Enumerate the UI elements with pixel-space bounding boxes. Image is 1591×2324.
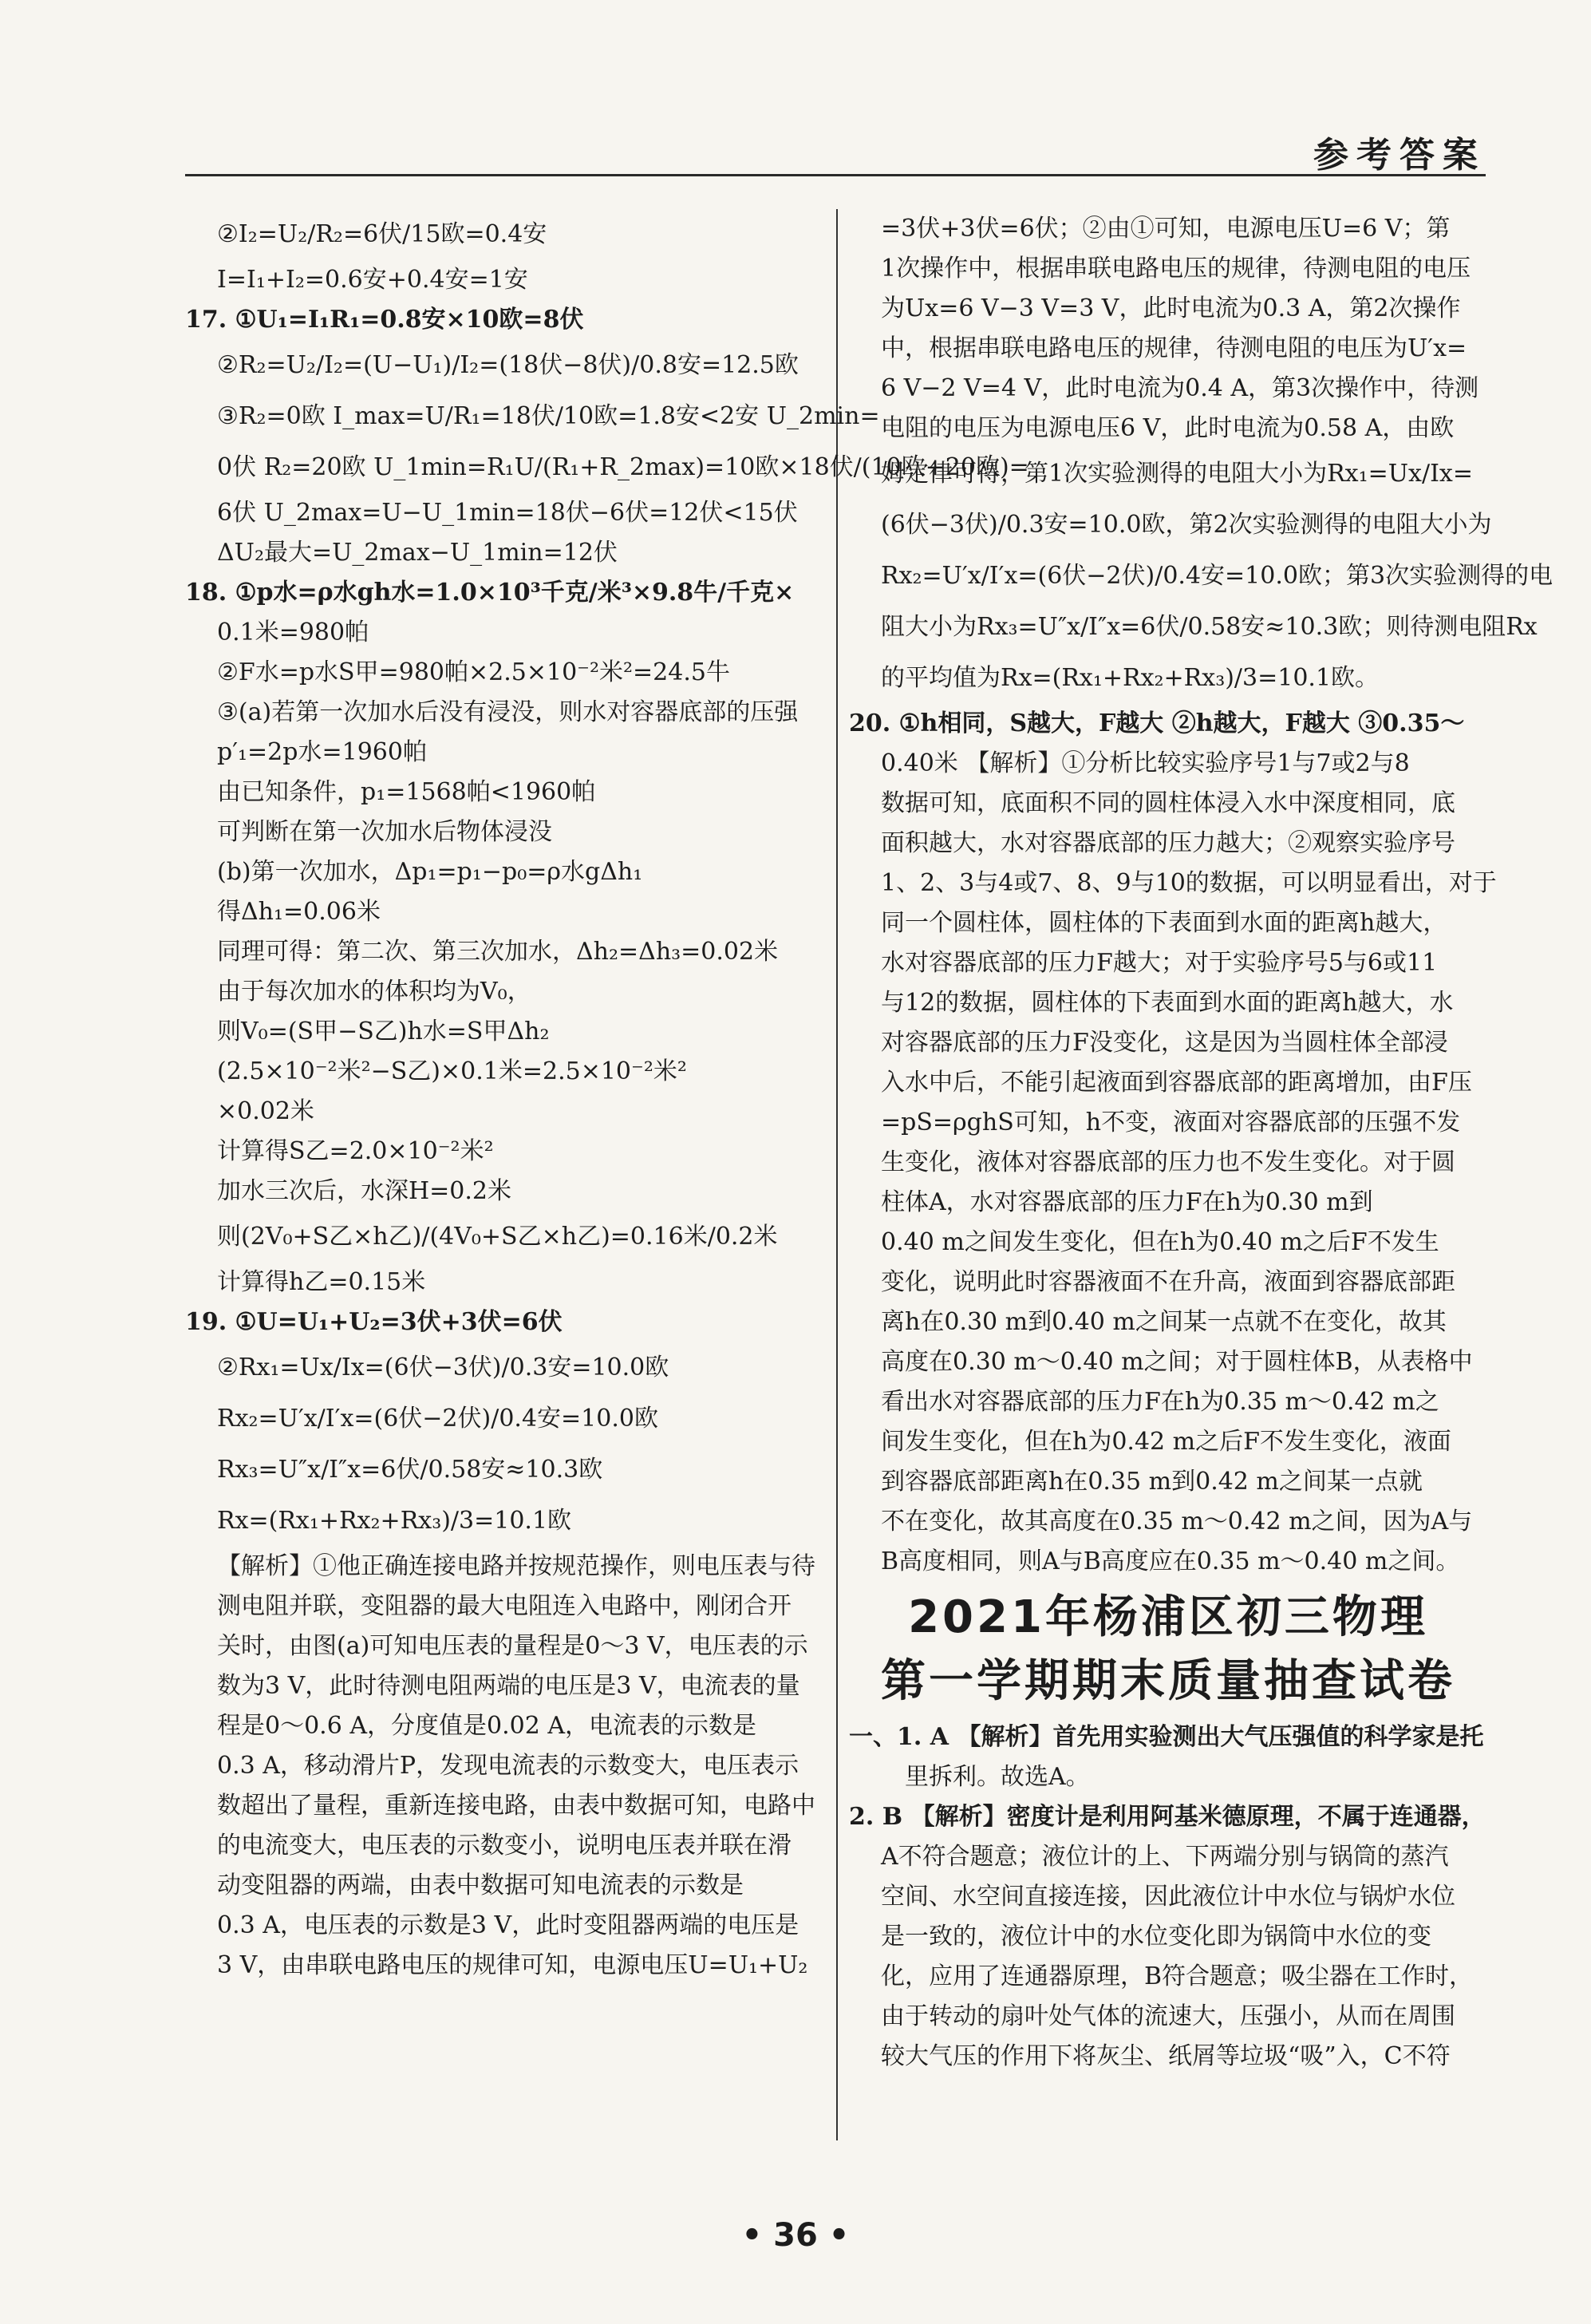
text-line: 数为3 V，此时待测电阻两端的电压是3 V，电流表的量 [217,1672,800,1700]
text-line: 计算得h乙=0.15米 [217,1268,426,1296]
text-line: 0.40米 【解析】①分析比较实验序号1与7或2与8 [881,749,1410,777]
answer-1: 一、1. A 【解析】首先用实验测出大气压强值的科学家是托 [849,1723,1484,1751]
text-line: ②Rx₁=Ux/Ix=(6伏−3伏)/0.3安=10.0欧 [217,1354,669,1381]
section-title-line1: 2021年杨浦区初三物理 [908,1591,1428,1643]
text-line: 看出水对容器底部的压力F在h为0.35 m～0.42 m之 [881,1388,1439,1416]
text-line: 6 V−2 V=4 V，此时电流为0.4 A，第3次操作中，待测 [881,374,1479,402]
text-line: 化，应用了连通器原理，B符合题意；吸尘器在工作时， [881,1962,1474,1990]
text-line: 测电阻并联，变阻器的最大电阻连入电路中，刚闭合开 [217,1592,792,1620]
answer-19: 19. ①U=U₁+U₂=3伏+3伏=6伏 [185,1308,563,1336]
text-line: 0.3 A，电压表的示数是3 V，此时变阻器两端的电压是 [217,1911,799,1939]
text-line: 数超出了量程，重新连接电路，由表中数据可知，电路中 [217,1792,815,1820]
text-line: 中，根据串联电路电压的规律，待测电阻的电压为U′x= [881,334,1467,362]
text-line: 由于每次加水的体积均为V₀， [217,978,531,1006]
text-line: 1、2、3与4或7、8、9与10的数据，可以明显看出，对于 [881,869,1497,897]
text-line: 里拆利。故选A。 [905,1763,1090,1791]
text-line: Rx₂=U′x/I′x=(6伏−2伏)/0.4安=10.0欧 [217,1405,658,1433]
page-header [185,120,1486,176]
header-title: 参考答案 [1313,135,1486,176]
text-line: 变化，说明此时容器液面不在升高，液面到容器底部距 [881,1268,1455,1296]
text-line: 数据可知，底面积不同的圆柱体浸入水中深度相同，底 [881,789,1455,817]
text-line: 姆定律可得，第1次实验测得的电阻大小为Rx₁=Ux/Ix= [881,460,1473,488]
text-line: 到容器底部距离h在0.35 m到0.42 m之间某一点就 [881,1468,1423,1496]
text-line: (2.5×10⁻²米²−S乙)×0.1米=2.5×10⁻²米² [217,1057,687,1085]
text-line: (6伏−3伏)/0.3安=10.0欧，第2次实验测得的电阻大小为 [881,511,1492,539]
text-line: 6伏 U_2max=U−U_1min=18伏−6伏=12伏<15伏 [217,499,798,527]
text-line: 柱体A，水对容器底部的压力F在h为0.30 m到 [881,1188,1373,1216]
answer-20: 20. ①h相同，S越大，F越大 ②h越大，F越大 ③0.35～ [849,709,1465,737]
text-line: 3 V，由串联电路电压的规律可知，电源电压U=U₁+U₂ [217,1951,808,1979]
text-line: 0伏 R₂=20欧 U_1min=R₁U/(R₁+R_2max)=10欧×18伏/(10欧+20欧)= [217,453,1029,481]
text-line: 不在变化，故其高度在0.35 m～0.42 m之间，因为A与 [881,1508,1473,1536]
text-line: ③R₂=0欧 I_max=U/R₁=18伏/10欧=1.8安<2安 U_2min= [217,402,880,430]
text-line: 则(2V₀+S乙×h乙)/(4V₀+S乙×h乙)=0.16米/0.2米 [217,1223,778,1251]
text-line: A不符合题意；液位计的上、下两端分别与锅筒的蒸汽 [881,1843,1449,1871]
text-line: 水对容器底部的压力F越大；对于实验序号5与6或11 [881,949,1438,977]
text-line: 阻大小为Rx₃=U″x/I″x=6伏/0.58安≈10.3欧；则待测电阻Rx [881,613,1538,641]
text-line: 由已知条件，p₁=1568帕<1960帕 [217,778,596,806]
text-line: 离h在0.30 m到0.40 m之间某一点就不在变化，故其 [881,1308,1447,1336]
text-line: ③(a)若第一次加水后没有浸没，则水对容器底部的压强 [217,698,799,726]
text-line: ②F水=p水S甲=980帕×2.5×10⁻²米²=24.5牛 [217,658,730,686]
text-line: 的电流变大，电压表的示数变小，说明电压表并联在滑 [217,1832,792,1860]
text-line: 较大气压的作用下将灰尘、纸屑等垃圾“吸”入，C不符 [881,2042,1451,2070]
page-number: • 36 • [741,2217,850,2254]
text-line: p′₁=2p水=1960帕 [217,738,427,766]
text-line: 间发生变化，但在h为0.42 m之后F不发生变化，液面 [881,1428,1451,1456]
text-line: 同理可得：第二次、第三次加水，Δh₂=Δh₃=0.02米 [217,938,779,966]
text-line: ΔU₂最大=U_2max−U_1min=12伏 [217,539,618,567]
text-line: 生变化，液体对容器底部的压力也不发生变化。对于圆 [881,1148,1455,1176]
text-line: 1次操作中，根据串联电路电压的规律，待测电阻的电压 [881,255,1471,283]
answer-18: 18. ①p水=ρ水gh水=1.0×10³千克/米³×9.8牛/千克× [185,579,795,607]
text-line: 由于转动的扇叶处气体的流速大，压强小，从而在周围 [881,2002,1455,2030]
text-line: B高度相同，则A与B高度应在0.35 m～0.40 m之间。 [881,1547,1460,1575]
text-line: Rx₃=U″x/I″x=6伏/0.58安≈10.3欧 [217,1456,603,1484]
text-line: 0.3 A，移动滑片P，发现电流表的示数变大，电压表示 [217,1752,799,1780]
text-line: ②R₂=U₂/I₂=(U−U₁)/I₂=(18伏−8伏)/0.8安=12.5欧 [217,351,799,379]
text-line: 加水三次后，水深H=0.2米 [217,1177,512,1205]
text-line: 0.1米=980帕 [217,619,369,646]
text-line: 则V₀=(S甲−S乙)h水=S甲Δh₂ [217,1018,550,1045]
text-line: ×0.02米 [217,1097,314,1125]
text-line: 高度在0.30 m～0.40 m之间；对于圆柱体B，从表格中 [881,1348,1473,1376]
text-line: 0.40 m之间发生变化，但在h为0.40 m之后F不发生 [881,1228,1439,1256]
text-line: 与12的数据，圆柱体的下表面到水面的距离h越大，水 [881,989,1454,1017]
text-line: 同一个圆柱体，圆柱体的下表面到水面的距离h越大， [881,909,1447,937]
text-line: 可判断在第一次加水后物体浸没 [217,818,552,846]
text-line: 关时，由图(a)可知电压表的量程是0～3 V，电压表的示 [217,1632,808,1660]
text-line: Rx₂=U′x/I′x=(6伏−2伏)/0.4安=10.0欧；第3次实验测得的电 [881,562,1553,590]
section-title-line2: 第一学期期末质量抽查试卷 [881,1655,1455,1707]
text-line: 入水中后，不能引起液面到容器底部的距离增加，由F压 [881,1069,1472,1097]
text-line: 空间、水空间直接连接，因此液位计中水位与锅炉水位 [881,1883,1455,1911]
text-line: ②I₂=U₂/R₂=6伏/15欧=0.4安 [217,220,547,248]
text-line: 的平均值为Rx=(Rx₁+Rx₂+Rx₃)/3=10.1欧。 [881,664,1380,692]
text-line: =3伏+3伏=6伏；②由①可知，电源电压U=6 V；第 [881,215,1451,243]
text-line: 是一致的，液位计中的水位变化即为锅筒中水位的变 [881,1923,1431,1951]
text-line: 面积越大，水对容器底部的压力越大；②观察实验序号 [881,829,1455,857]
right-column [849,209,1553,2077]
text-line: 得Δh₁=0.06米 [217,898,381,926]
text-line: I=I₁+I₂=0.6安+0.4安=1安 [217,266,528,294]
text-line: Rx=(Rx₁+Rx₂+Rx₃)/3=10.1欧 [217,1507,572,1535]
text-line: 对容器底部的压力F没变化，这是因为当圆柱体全部浸 [881,1029,1448,1057]
text-line: (b)第一次加水，Δp₁=p₁−p₀=ρ水gΔh₁ [217,858,643,886]
analysis-line: 【解析】①他正确连接电路并按规范操作，则电压表与待 [217,1552,815,1580]
column-divider [836,209,838,2140]
text-line: 程是0～0.6 A，分度值是0.02 A，电流表的示数是 [217,1712,756,1740]
answer-17: 17. ①U₁=I₁R₁=0.8安×10欧=8伏 [185,306,584,334]
text-line: 计算得S乙=2.0×10⁻²米² [217,1137,494,1165]
answer-2: 2. B 【解析】密度计是利用阿基米德原理，不属于连通器， [849,1803,1486,1831]
text-line: 动变阻器的两端，由表中数据可知电流表的示数是 [217,1871,744,1899]
text-line: 电阻的电压为电源电压6 V，此时电流为0.58 A，由欧 [881,414,1455,442]
text-line: 为Ux=6 V−3 V=3 V，此时电流为0.3 A，第2次操作 [881,294,1461,322]
text-line: =pS=ρghS可知，h不变，液面对容器底部的压强不发 [881,1109,1461,1136]
